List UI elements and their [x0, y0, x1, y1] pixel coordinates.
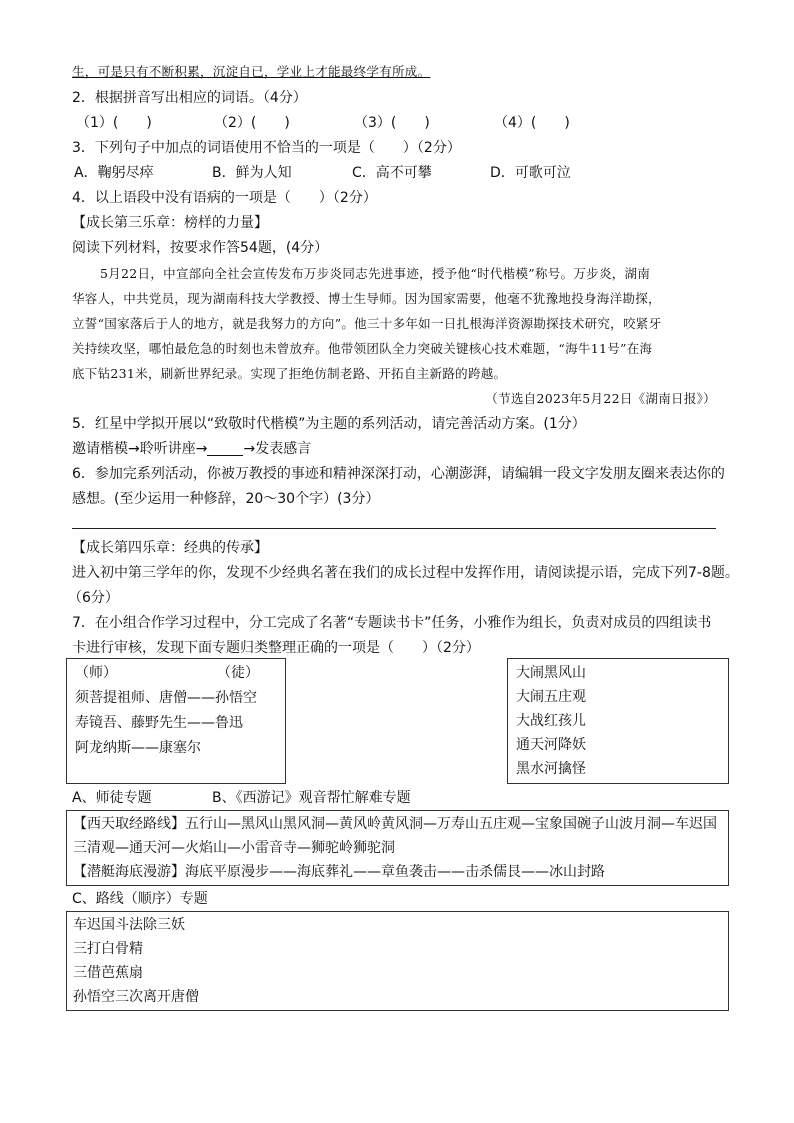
- q2-blank-2: （2）( ): [214, 115, 290, 131]
- card-b-row: 大闹黑风山: [516, 665, 586, 681]
- q2-blank-3: （3）( ): [354, 115, 430, 131]
- card-d-row: 孙悟空三次离开唐僧: [73, 989, 199, 1005]
- question-5: 5．红星中学拟开展以“致敬时代楷模”为主题的系列活动，请完善活动方案。(1分）: [72, 416, 586, 432]
- card-d-row: 三打白骨精: [73, 941, 143, 957]
- card-c-row: 【西天取经路线】五行山—黑风山黑风洞—黄风岭黄风洞—万寿山五庄观—宝象国碗子山波月洞—车迟国: [73, 816, 717, 832]
- card-b-row: 大战红孩儿: [516, 713, 586, 729]
- question-6: 6．参加完系列活动，你被万教授的事迹和精神深深打动，心潮澎湃，请编辑一段文字发朋友圈来表达你的: [72, 466, 725, 482]
- option-c-label: C、路线（顺序）专题: [72, 891, 208, 907]
- q2-blank-1: （1）( ): [76, 115, 152, 131]
- card-a-row: 寿镜吾、藤野先生——鲁迅: [75, 715, 243, 731]
- chapter-4-score: （6分）: [68, 590, 119, 606]
- chapter-3-title: 【成长第三乐章：榜样的力量】: [72, 215, 268, 231]
- question-2: 2．根据拼音写出相应的词语。（4分）: [72, 90, 307, 106]
- question-6-cont: 感想。(至少运用一种修辞，20～30个字）(3分）: [72, 491, 380, 507]
- card-d-row: 车迟国斗法除三妖: [73, 917, 185, 933]
- card-a-row: 须菩提祖师、唐僧——孙悟空: [75, 690, 257, 706]
- card-a-row: 阿龙纳斯——康塞尔: [75, 740, 201, 756]
- passage-line: 底下钻231米，刷新世界纪录。实现了拒绝仿制老路、开拓自主新路的跨越。: [72, 366, 507, 381]
- card-d-row: 三借芭蕉扇: [73, 965, 143, 981]
- question-4: 4．以上语段中没有语病的一项是（ ）（2分）: [72, 190, 377, 206]
- q3-option-c: C．高不可攀: [352, 165, 432, 181]
- passage-line: 华容人，中共党员，现为湖南科技大学教授、博士生导师。因为国家需要，他毫不犹豫地投身海洋勘探，: [72, 291, 661, 306]
- card-c-row: 三清观—通天河—火焰山—小雷音寺—狮驼岭狮驼洞: [73, 840, 395, 856]
- q3-option-d: D．可歌可泣: [490, 165, 571, 181]
- q3-option-a: A．鞠躬尽瘁: [74, 165, 154, 181]
- reading-card-d: [66, 911, 729, 1011]
- chapter-3-instruction: 阅读下列材料，按要求作答54题，(4分）: [72, 240, 329, 256]
- master-header: （师）: [75, 665, 117, 681]
- reading-card-a: [66, 658, 286, 784]
- continuation-line: 生，可是只有不断积累，沉淀自已，学业上才能最终学有所成。: [72, 64, 431, 79]
- passage-line: 立誓“国家落后于人的地方，就是我努力的方向”。他三十多年如一日扎根海洋资源勘探技术研究，咬紧牙: [72, 316, 662, 331]
- q5-flow: [72, 439, 311, 459]
- question-7: 7．在小组合作学习过程中，分工完成了名著“专题读书卡”任务，小雅作为组长，负责对成员的四组读书: [72, 615, 712, 631]
- q5-answer-blank[interactable]: [207, 441, 243, 456]
- card-b-row: 通天河降妖: [516, 737, 586, 753]
- reading-card-b: [507, 658, 729, 784]
- passage-line: 5月22日，中宣部向全社会宣传发布万步炎同志先进事迹，授予他“时代楷模”称号。万步炎，湖南: [100, 266, 651, 281]
- card-c-row: 【潜艇海底漫游】海底平原漫步——海底葬礼——章鱼袭击——击杀儒艮——冰山封路: [73, 864, 605, 880]
- question-7-cont: 卡进行审核，发现下面专题归类整理正确的一项是（ ）（2分）: [72, 640, 480, 656]
- passage-source: （节选自2023年5月22日《湖南日报》）: [485, 391, 716, 406]
- chapter-4-title: 【成长第四乐章：经典的传承】: [72, 540, 268, 556]
- option-b-label: B、《西游记》观音帮忙解难专题: [212, 790, 411, 806]
- q2-blank-4: （4）( ): [494, 115, 570, 131]
- card-b-row: 大闹五庄观: [516, 689, 586, 705]
- q3-option-b: B．鲜为人知: [212, 165, 292, 181]
- option-a-label: A、师徒专题: [72, 790, 152, 806]
- card-b-row: 黑水河擒怪: [516, 761, 586, 777]
- disciple-header: （徒）: [217, 665, 259, 681]
- chapter-4-intro: 进入初中第三学年的你，发现不少经典名著在我们的成长过程中发挥作用，请阅读提示语，完成下列7-8题。: [72, 565, 739, 581]
- question-3: 3．下列句子中加点的词语使用不恰当的一项是（ ）（2分）: [72, 140, 461, 156]
- q5-flow-end: →发表感言: [243, 441, 312, 457]
- reading-card-c: [66, 810, 729, 886]
- passage-line: 关持续攻坚，哪怕最危急的时刻也未曾放弃。他带领团队全力突破关键核心技术难题，“海牛11号”在海: [72, 341, 653, 356]
- answer-line[interactable]: [72, 528, 716, 529]
- q5-flow-start: 邀请楷模→聆听讲座→: [72, 441, 208, 457]
